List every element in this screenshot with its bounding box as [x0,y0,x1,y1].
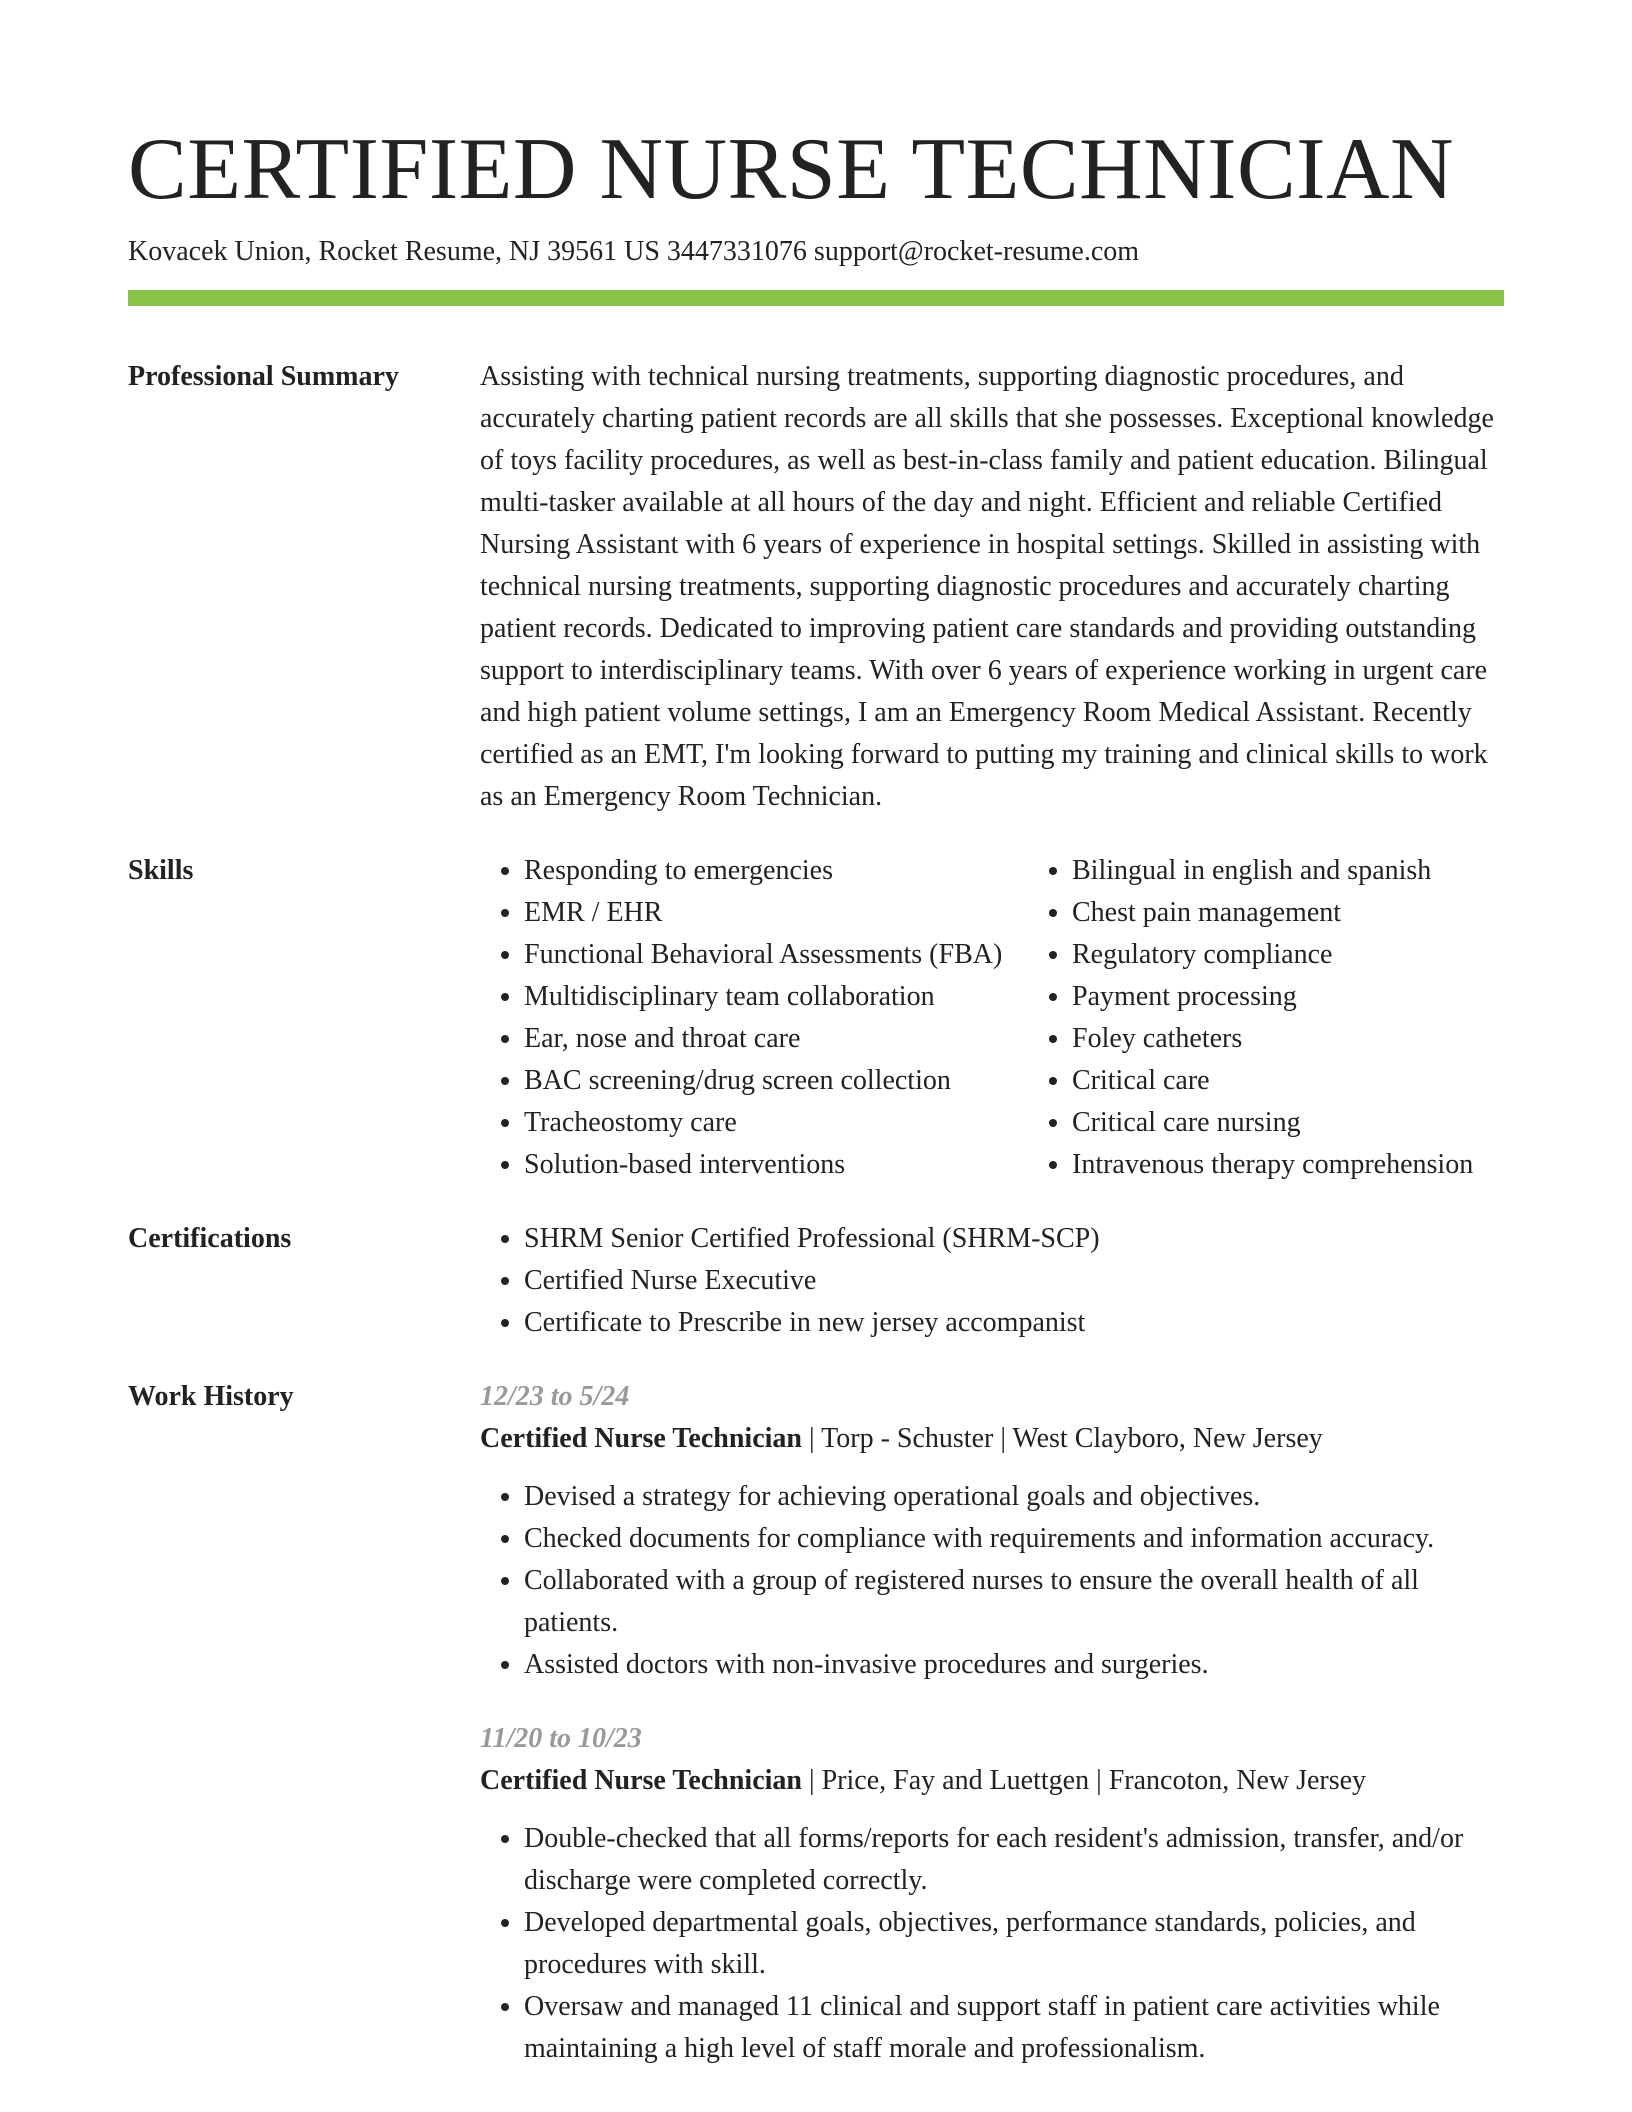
job-bullet: • Checked documents for compliance with requirements and information accuracy. [524,1518,1504,1560]
accent-divider [128,290,1504,306]
skill-item: • Critical care nursing [1072,1102,1504,1144]
job-title-line [480,1760,1504,1802]
certifications-list [480,1218,1504,1344]
job-title: Certified Nurse Technician [480,1423,802,1454]
skill-item: • Solution-based interventions [524,1144,1028,1186]
job-entry [480,1718,1504,2070]
job-dates: 12/23 to 5/24 [480,1381,630,1412]
job-dates: 11/20 to 10/23 [480,1723,642,1754]
skill-item: • Multidisciplinary team collaboration [524,976,1028,1018]
certifications-label: Certifications [128,1223,292,1254]
skill-item: • Critical care [1072,1060,1504,1102]
job-bullet: • Collaborated with a group of registered nurses to ensure the overall health of all patients. [524,1560,1504,1644]
job-bullets [480,1818,1504,2070]
skills-grid [480,850,1504,1186]
contact-line: Kovacek Union, Rocket Resume, NJ 39561 US 3447331076 support@rocket-resume.com [128,236,1140,267]
job-title: Certified Nurse Technician [480,1765,802,1796]
certification-item: • SHRM Senior Certified Professional (SHRM-SCP) [524,1218,1504,1260]
skill-item: • Payment processing [1072,976,1504,1018]
job-employer-location: | Price, Fay and Luettgen | Francoton, New Jersey [802,1765,1367,1796]
resume-name-heading: CERTIFIED NURSE TECHNICIAN [128,121,1455,218]
job-bullets [480,1476,1504,1686]
skill-item: • Foley catheters [1072,1018,1504,1060]
skill-item: • EMR / EHR [524,892,1028,934]
job-bullet: • Developed departmental goals, objectives, performance standards, policies, and procedures with skill. [524,1902,1504,1986]
job-title-line [480,1418,1504,1460]
certification-item: • Certified Nurse Executive [524,1260,1504,1302]
job-entry [480,1376,1504,1686]
job-bullet: • Oversaw and managed 11 clinical and support staff in patient care activities while maintaining a high level of staff morale and professionalism. [524,1986,1504,2070]
skill-item: • Bilingual in english and spanish [1072,850,1504,892]
job-bullet: • Assisted doctors with non-invasive procedures and surgeries. [524,1644,1504,1686]
skills-label: Skills [128,855,194,886]
skill-item: • Responding to emergencies [524,850,1028,892]
certifications-body [480,1218,1504,1344]
skill-item: • Tracheostomy care [524,1102,1028,1144]
summary-label: Professional Summary [128,361,399,392]
skill-item: • Chest pain management [1072,892,1504,934]
skill-item: • Regulatory compliance [1072,934,1504,976]
job-bullet: • Devised a strategy for achieving operational goals and objectives. [524,1476,1504,1518]
skill-item: • Ear, nose and throat care [524,1018,1028,1060]
skill-item: • Intravenous therapy comprehension [1072,1144,1504,1186]
work-history-body [480,1376,1504,2070]
skills-section [128,850,1504,1186]
job-bullet: • Double-checked that all forms/reports for each resident's admission, transfer, and/or discharge were completed correctly. [524,1818,1504,1902]
summary-section [128,356,1504,818]
skill-item: • Functional Behavioral Assessments (FBA) [524,934,1028,976]
work-history-label: Work History [128,1381,294,1412]
job-employer-location: | Torp - Schuster | West Clayboro, New Jersey [802,1423,1323,1454]
skills-list-right [1028,850,1504,1186]
skills-list-left [480,850,1028,1186]
summary-text: Assisting with technical nursing treatments, supporting diagnostic procedures, and accurately charting patient records are all skills that she possesses. Exceptional knowledge of toys facility procedures, as well as best-in-class family and patient education. Bilingual multi-tasker available at all hours of the day and night. Efficient and reliable Certified Nursing Assistant with 6 years of experience in hospital settings. Skilled in assisting with technical nursing treatments, supporting diagnostic procedures and accurately charting patient records. Dedicated to improving patient care standards and providing outstanding support to interdisciplinary teams. With over 6 years of experience working in urgent care and high patient volume settings, I am an Emergency Room Medical Assistant. Recently certified as an EMT, I'm looking forward to putting my training and clinical skills to work as an Emergency Room Technician. [480,361,1494,812]
skill-item: • BAC screening/drug screen collection [524,1060,1028,1102]
certification-item: • Certificate to Prescribe in new jersey accompanist [524,1302,1504,1344]
work-history-section [128,1376,1504,2070]
certifications-section [128,1218,1504,1344]
